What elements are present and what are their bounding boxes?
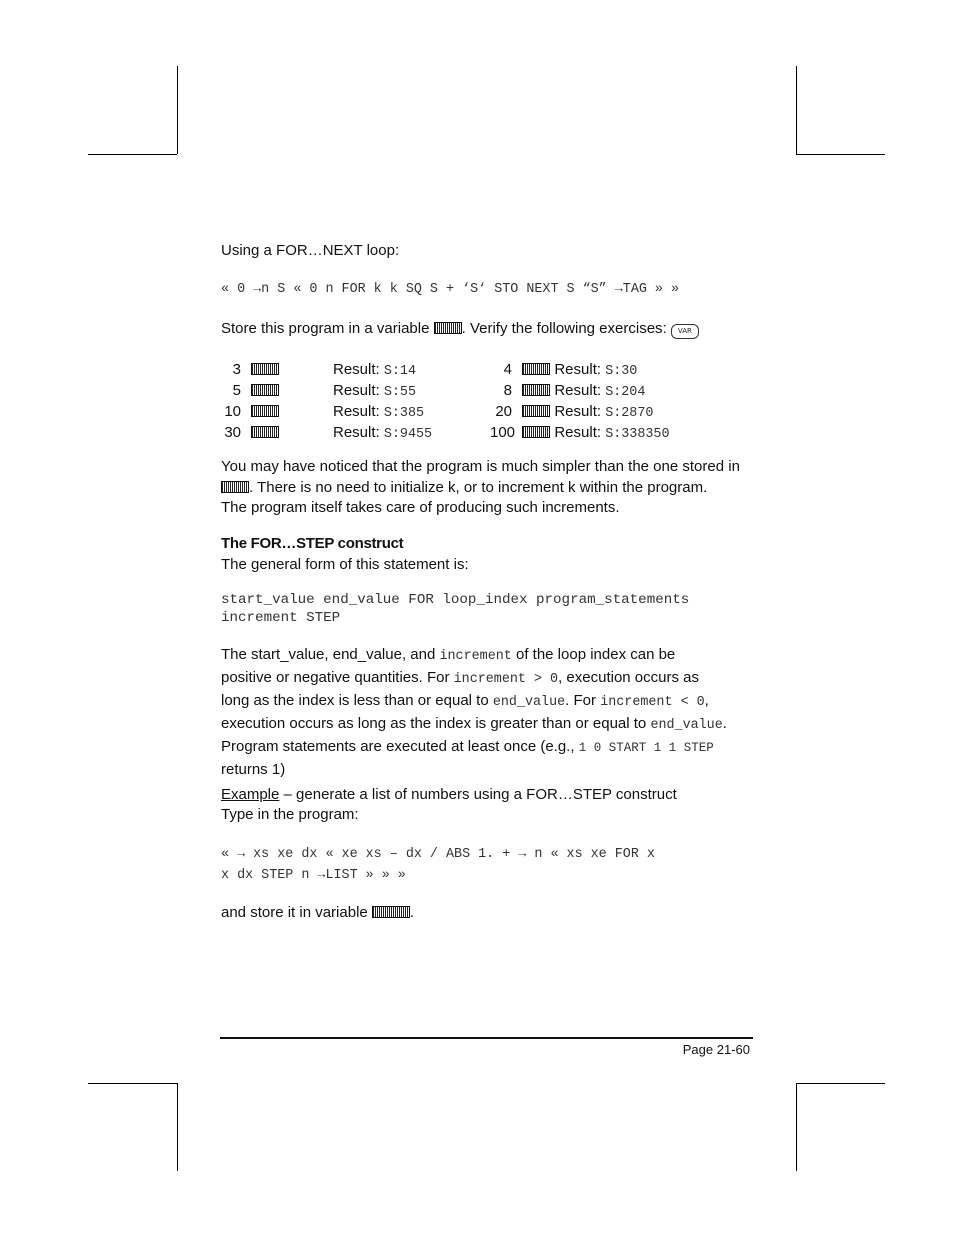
p2-code: increment (439, 649, 512, 664)
exercise-result (333, 424, 432, 442)
crop-mark-tl-h (88, 154, 177, 155)
result-value: S:9455 (383, 427, 433, 442)
soft-key-icon (372, 906, 410, 918)
result-value: S:338350 (605, 427, 670, 442)
example-line (221, 786, 677, 803)
p2-text: , execution occurs as (558, 669, 699, 686)
p2-text: of the loop index can be (511, 646, 676, 663)
p2-line6: returns 1) (221, 761, 286, 778)
p2-text: positive or negative quantities. For (221, 669, 454, 686)
exercise-row (490, 382, 645, 400)
exercise-result (333, 403, 424, 421)
para1-line3: The program itself takes care of producing such increments. (221, 499, 620, 516)
soft-key-icon (251, 384, 279, 396)
para1-line2-wrap (221, 478, 740, 499)
crop-mark-bl-h (88, 1083, 177, 1084)
exercise-n: 4 (503, 361, 512, 378)
result-label: Result: (554, 424, 602, 441)
soft-key-icon (522, 384, 550, 396)
p2-code: increment < 0 (600, 695, 705, 710)
exercise-row (221, 424, 321, 441)
p2-text: . (722, 715, 727, 732)
code3-line1: « → xs xe dx « xe xs – dx / ABS 1. + → n « xs xe FOR x (221, 847, 655, 862)
crop-mark-tr-h (796, 154, 885, 155)
soft-key-icon (251, 426, 279, 438)
general-form-text: The general form of this statement is: (221, 556, 469, 573)
para1-line2: . There is no need to initialize k, or to increment k within the program. (249, 478, 708, 496)
store-it-text (221, 904, 414, 921)
result-label: Result: (333, 403, 380, 420)
exercise-n: 3 (232, 361, 241, 378)
type-in-text: Type in the program: (221, 806, 359, 823)
p2-line2 (221, 667, 727, 690)
p2-code: 1 0 START 1 1 STEP (578, 741, 714, 755)
paragraph-2 (221, 644, 727, 780)
result-label: Result: (554, 403, 602, 420)
store-prefix: Store this program in a variable (221, 320, 430, 337)
p2-line5 (221, 736, 727, 759)
example-rest: – generate a list of numbers using a FOR…STEP construct (279, 786, 677, 803)
code2-line2: increment STEP (221, 610, 341, 626)
p2-code: increment > 0 (453, 672, 559, 687)
section-heading: The FOR…STEP construct (221, 535, 404, 552)
soft-key-icon (251, 405, 279, 417)
soft-key-icon (522, 426, 550, 438)
result-value: S:30 (605, 364, 638, 379)
code2-line1: start_value end_value FOR loop_index program_statements (221, 592, 690, 608)
result-label: Result: (554, 361, 602, 378)
store-suffix: . Verify the following exercises: (461, 320, 667, 337)
crop-mark-tl-v (177, 66, 178, 154)
p2-line4 (221, 713, 727, 736)
exercise-n: 100 (490, 424, 516, 441)
result-value: S:204 (605, 385, 646, 400)
crop-mark-tr-v (796, 66, 797, 154)
exercise-n: 10 (224, 403, 241, 420)
exercise-n: 5 (232, 382, 241, 399)
example-label: Example (221, 786, 280, 803)
var-key-icon: VAR (671, 324, 699, 339)
soft-key-icon (434, 322, 462, 334)
result-label: Result: (333, 382, 380, 399)
result-value: S:385 (383, 406, 425, 421)
soft-key-icon (221, 481, 249, 493)
result-label: Result: (333, 361, 380, 378)
crop-mark-br-h (796, 1083, 885, 1084)
p2-text: Program statements are executed at least once (e.g., (221, 738, 579, 755)
store-it-prefix: and store it in variable (221, 904, 368, 921)
exercise-result (333, 382, 416, 400)
exercise-row (490, 361, 637, 379)
exercise-row (221, 382, 321, 399)
crop-mark-br-v (796, 1083, 797, 1171)
intro-text: Using a FOR…NEXT loop: (221, 242, 400, 259)
exercise-result (333, 361, 416, 379)
exercise-n: 8 (503, 382, 512, 399)
p2-line3 (221, 690, 727, 713)
exercise-row (221, 361, 321, 378)
soft-key-icon (251, 363, 279, 375)
code-block-2 (221, 591, 689, 627)
p2-text: The start_value, end_value, and (221, 646, 440, 663)
result-label: Result: (554, 382, 602, 399)
exercise-n: 30 (224, 424, 241, 441)
para1-line1: You may have noticed that the program is much simpler than the one stored in (221, 458, 740, 475)
exercise-row (490, 403, 653, 421)
code-block-3 (221, 844, 655, 886)
p2-code: end_value (492, 695, 566, 710)
code3-line2: x dx STEP n →LIST » » » (221, 868, 406, 883)
p2-text: long as the index is less than or equal to (221, 692, 493, 709)
store-instruction (221, 320, 699, 339)
result-value: S:55 (383, 385, 417, 400)
page-number: Page 21-60 (682, 1042, 750, 1057)
crop-mark-bl-v (177, 1083, 178, 1171)
p2-line1 (221, 644, 727, 667)
p2-text: . For (565, 692, 601, 709)
exercise-n: 20 (495, 403, 512, 420)
soft-key-icon (522, 363, 550, 375)
p2-text: , (704, 692, 709, 709)
footer-rule (220, 1037, 753, 1039)
exercise-row (490, 424, 670, 442)
code-block-1: « 0 →n S « 0 n FOR k k SQ S + ‘S‘ STO NEXT S “S” →TAG » » (221, 282, 680, 297)
store-it-suffix: . (409, 904, 415, 921)
p2-text: execution occurs as long as the index is greater than or equal to (221, 715, 651, 732)
result-value: S:14 (383, 364, 417, 379)
paragraph-1 (221, 457, 740, 519)
p2-code: end_value (650, 718, 723, 733)
exercise-row (221, 403, 321, 420)
result-label: Result: (333, 424, 380, 441)
result-value: S:2870 (605, 406, 654, 421)
soft-key-icon (522, 405, 550, 417)
